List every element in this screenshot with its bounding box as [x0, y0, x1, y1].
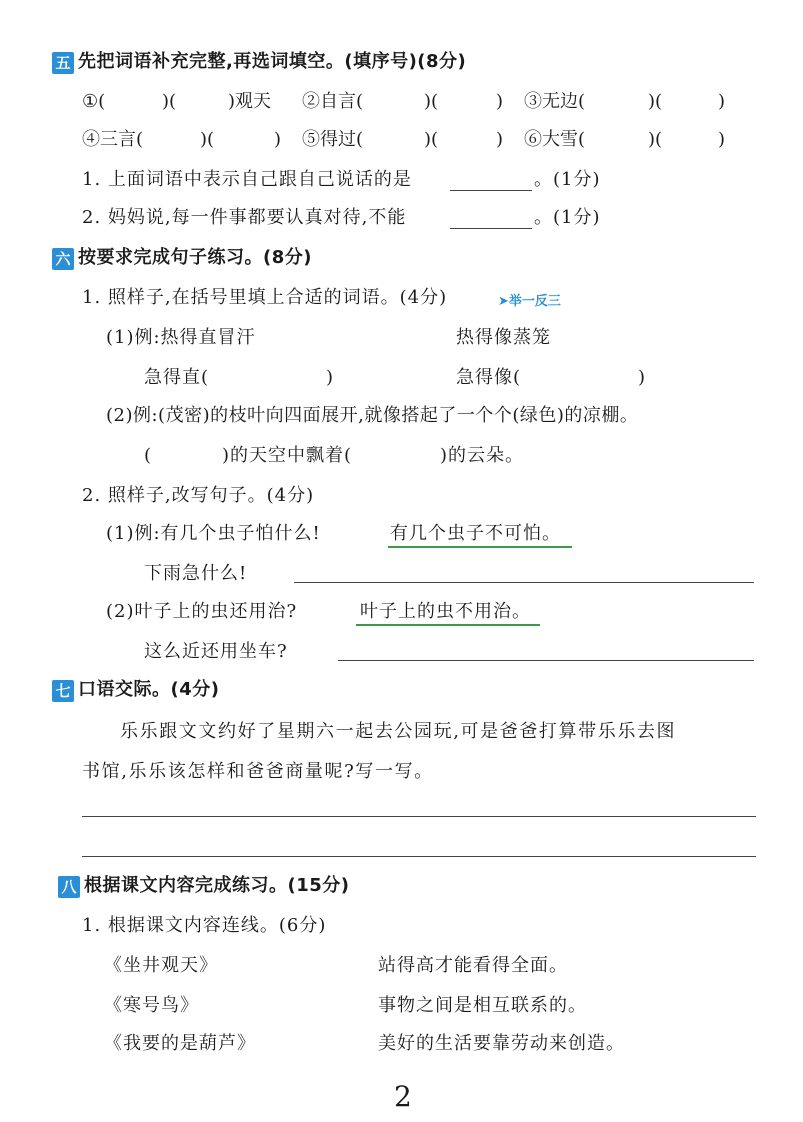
blank-item: ) [718, 91, 726, 112]
section-title: 口语交际。(4分) [78, 679, 220, 700]
page-number: 2 [394, 1080, 412, 1113]
section-title: 根据课文内容完成练习。(15分) [84, 875, 350, 896]
blank-item: )的天空中飘着( [222, 445, 353, 466]
question-text: 。(1分) [534, 207, 601, 228]
section-number-badge: 七 [52, 680, 74, 702]
section-number-badge: 六 [52, 248, 74, 270]
writing-line[interactable] [82, 816, 756, 817]
blank-item: ) [718, 129, 726, 150]
blank-item: ⑥大雪( [524, 129, 586, 150]
blank-item: ) [496, 91, 504, 112]
match-right-item[interactable]: 站得高才能看得全面。 [378, 955, 568, 976]
example-answer: 叶子上的虫不用治。 [360, 601, 531, 622]
blank-item: ③无边( [524, 91, 586, 112]
question-text: 1. 根据课文内容连线。(6分) [82, 915, 327, 936]
answer-blank[interactable] [450, 228, 532, 229]
blank-item: 急得像( [456, 367, 522, 388]
answer-underline [388, 546, 572, 548]
section-title: 先把词语补充完整,再选词填空。(填序号)(8分) [78, 51, 467, 72]
question-text: 。(1分) [534, 169, 601, 190]
question-text: 2. 妈妈说,每一件事都要认真对待,不能 [82, 207, 407, 228]
match-left-item[interactable]: 《寒号鸟》 [104, 995, 199, 1016]
paragraph-text: 乐乐跟文文约好了星期六一起去公园玩,可是爸爸打算带乐乐去图 [120, 721, 677, 742]
blank-item: 急得直( [144, 367, 210, 388]
question-text: 1. 上面词语中表示自己跟自己说话的是 [82, 169, 412, 190]
match-right-item[interactable]: 美好的生活要靠劳动来创造。 [378, 1033, 625, 1054]
answer-line[interactable] [294, 582, 754, 583]
blank-item: ②自言( [302, 91, 364, 112]
match-left-item[interactable]: 《坐井观天》 [104, 955, 218, 976]
match-right-item[interactable]: 事物之间是相互联系的。 [378, 995, 587, 1016]
question-text: 下雨急什么! [144, 563, 248, 584]
example-text: (2)叶子上的虫还用治? [106, 601, 298, 622]
blank-item: )的云朵。 [440, 445, 525, 466]
paragraph-text: 书馆,乐乐该怎样和爸爸商量呢?写一写。 [82, 761, 434, 782]
blank-item: )( [162, 91, 177, 112]
blank-item: )( [200, 129, 215, 150]
section-number-badge: 五 [52, 52, 74, 74]
blank-item: )( [648, 91, 663, 112]
blank-item: ⑤得过( [302, 129, 364, 150]
blank-item: ) [274, 129, 282, 150]
example-text: (2)例:(茂密)的枝叶向四面展开,就像搭起了一个个(绿色)的凉棚。 [106, 405, 639, 426]
answer-line[interactable] [338, 660, 754, 661]
question-text: 这么近还用坐车? [144, 641, 288, 662]
blank-item: )( [648, 129, 663, 150]
blank-item: ( [144, 445, 153, 466]
example-text: (1)例:热得直冒汗 [106, 327, 256, 348]
tip-label: ➤举一反三 [498, 294, 561, 309]
question-text: 2. 照样子,改写句子。(4分) [82, 485, 315, 506]
example-text: 热得像蒸笼 [456, 327, 551, 348]
question-text: 1. 照样子,在括号里填上合适的词语。(4分) [82, 287, 448, 308]
blank-item: ) [326, 367, 335, 388]
match-left-item[interactable]: 《我要的是葫芦》 [104, 1033, 256, 1054]
blank-item: )观天 [228, 91, 272, 112]
example-answer: 有几个虫子不可怕。 [390, 523, 561, 544]
section-title: 按要求完成句子练习。(8分) [78, 247, 312, 268]
blank-item: ④三言( [82, 129, 144, 150]
blank-item: )( [424, 91, 439, 112]
answer-underline [356, 624, 540, 626]
example-text: (1)例:有几个虫子怕什么! [106, 523, 321, 544]
section-number-badge: 八 [58, 876, 80, 898]
writing-line[interactable] [82, 856, 756, 857]
blank-item: ) [638, 367, 647, 388]
blank-item: ①( [82, 91, 106, 112]
answer-blank[interactable] [450, 190, 532, 191]
blank-item: ) [496, 129, 504, 150]
blank-item: )( [424, 129, 439, 150]
